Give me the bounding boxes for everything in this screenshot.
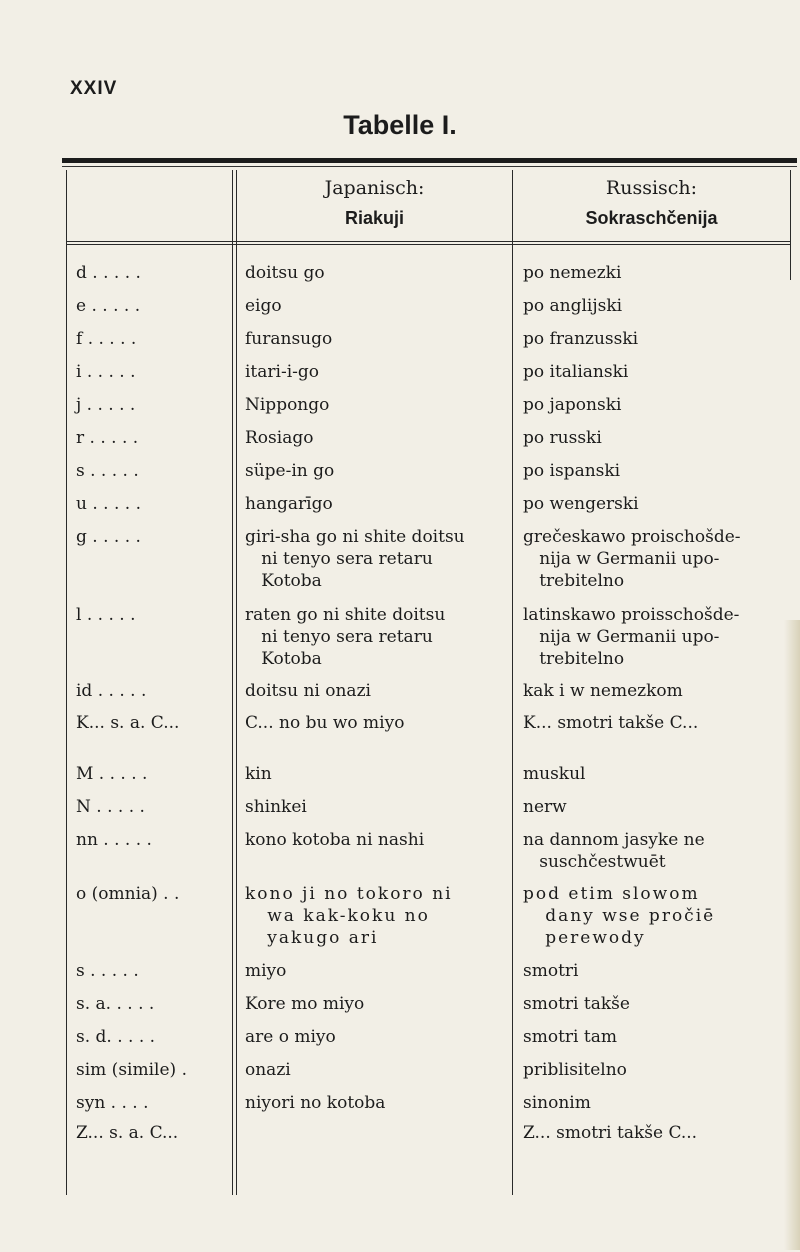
- russian-cell: priblisitelno: [523, 1060, 627, 1080]
- abbr-cell: sim (simile) .: [76, 1060, 187, 1080]
- russian-cell: po franzusski: [523, 329, 639, 349]
- japanese-cell: süpe-in go: [245, 461, 335, 481]
- abbr-cell: s. a. . . . .: [76, 994, 155, 1014]
- russian-cell: po anglijski: [523, 296, 623, 316]
- abbr-cell: s . . . . .: [76, 461, 139, 481]
- column-divider: [232, 170, 233, 1195]
- japanese-cell: kin: [245, 764, 272, 784]
- japanese-cell: Kore mo miyo: [245, 994, 365, 1014]
- header-rule: [66, 241, 790, 242]
- japanese-cell: Rosiago: [245, 428, 314, 448]
- japanese-cell: are o miyo: [245, 1027, 336, 1047]
- abbr-cell: syn . . . .: [76, 1093, 149, 1113]
- header-japanese: [237, 173, 512, 233]
- column-divider: [236, 170, 237, 1195]
- abbr-cell: N . . . . .: [76, 797, 145, 817]
- abbr-cell: K... s. a. C...: [76, 713, 180, 733]
- russian-cell: muskul: [523, 764, 586, 784]
- abbr-cell: nn . . . . .: [76, 830, 152, 850]
- japanese-cell: onazi: [245, 1060, 291, 1080]
- japanese-cell: C... no bu wo miyo: [245, 713, 405, 733]
- abbr-cell: e . . . . .: [76, 296, 141, 316]
- header-russian-line1: Russisch:: [605, 177, 698, 199]
- japanese-cell: eigo: [245, 296, 282, 316]
- abbr-cell: s . . . . .: [76, 961, 139, 981]
- abbr-cell: j . . . . .: [76, 395, 136, 415]
- header-russian-line2: Sokraschčenija: [585, 208, 718, 228]
- abbr-cell: s. d. . . . .: [76, 1027, 156, 1047]
- russian-cell: po wengerski: [523, 494, 639, 514]
- russian-cell: K... smotri takše C...: [523, 713, 699, 733]
- abbr-cell: id . . . . .: [76, 681, 147, 701]
- abbr-cell: r . . . . .: [76, 428, 139, 448]
- table-title: Tabelle I.: [343, 110, 457, 140]
- russian-cell: po italianski: [523, 362, 629, 382]
- japanese-cell: raten go ni shite doitsu ni tenyo sera retaru Kotoba: [245, 605, 446, 669]
- abbr-cell: d . . . . .: [76, 263, 141, 283]
- abbr-cell: u . . . . .: [76, 494, 141, 514]
- russian-cell: na dannom jasyke ne suschčestwuēt: [523, 830, 705, 872]
- japanese-cell: hangarīgo: [245, 494, 333, 514]
- japanese-cell: doitsu ni onazi: [245, 681, 371, 701]
- russian-cell: po nemezki: [523, 263, 622, 283]
- japanese-cell: shinkei: [245, 797, 307, 817]
- russian-cell: nerw: [523, 797, 567, 817]
- russian-cell: grečeskawo proischošde- nija w Germanii upo- trebitelno: [523, 527, 741, 591]
- russian-cell: po japonski: [523, 395, 622, 415]
- abbr-cell: l . . . . .: [76, 605, 136, 625]
- russian-cell: sinonim: [523, 1093, 591, 1113]
- header-rule: [66, 244, 790, 245]
- abbr-cell: f . . . . .: [76, 329, 137, 349]
- header-russian: [513, 173, 790, 233]
- japanese-cell: kono kotoba ni nashi: [245, 830, 425, 850]
- top-rule: [62, 158, 797, 163]
- japanese-cell: kono ji no tokoro ni wa kak-koku no yakugo ari: [245, 884, 453, 948]
- abbr-cell: i . . . . .: [76, 362, 136, 382]
- japanese-cell: itari-i-go: [245, 362, 320, 382]
- russian-cell: smotri: [523, 961, 579, 981]
- abbr-cell: g . . . . .: [76, 527, 141, 547]
- japanese-cell: furansugo: [245, 329, 333, 349]
- japanese-cell: miyo: [245, 961, 287, 981]
- russian-cell: pod etim slowom dany wse pročiē perewody: [523, 884, 716, 948]
- header-japanese-line2: Riakuji: [344, 208, 405, 228]
- japanese-cell: niyori no kotoba: [245, 1093, 386, 1113]
- japanese-cell: doitsu go: [245, 263, 325, 283]
- abbr-cell: M . . . . .: [76, 764, 148, 784]
- column-divider: [66, 170, 67, 1195]
- japanese-cell: giri-sha go ni shite doitsu ni tenyo sera retaru Kotoba: [245, 527, 465, 591]
- russian-cell: Z... smotri takše C...: [523, 1123, 698, 1143]
- page-number: XXIV: [70, 78, 118, 99]
- russian-cell: kak i w nemezkom: [523, 681, 683, 701]
- header-japanese-line1: Japanisch:: [324, 177, 425, 199]
- top-rule-thin: [62, 166, 797, 167]
- russian-cell: smotri takše: [523, 994, 630, 1014]
- column-divider: [512, 170, 513, 1195]
- page-edge-stain: [784, 620, 800, 1250]
- russian-cell: po ispanski: [523, 461, 621, 481]
- abbr-cell: Z... s. a. C...: [76, 1123, 179, 1143]
- abbr-cell: o (omnia) . .: [76, 884, 180, 904]
- russian-cell: po russki: [523, 428, 602, 448]
- russian-cell: latinskawo proisschošde- nija w Germanii upo- trebitelno: [523, 605, 740, 669]
- japanese-cell: Nippongo: [245, 395, 330, 415]
- russian-cell: smotri tam: [523, 1027, 617, 1047]
